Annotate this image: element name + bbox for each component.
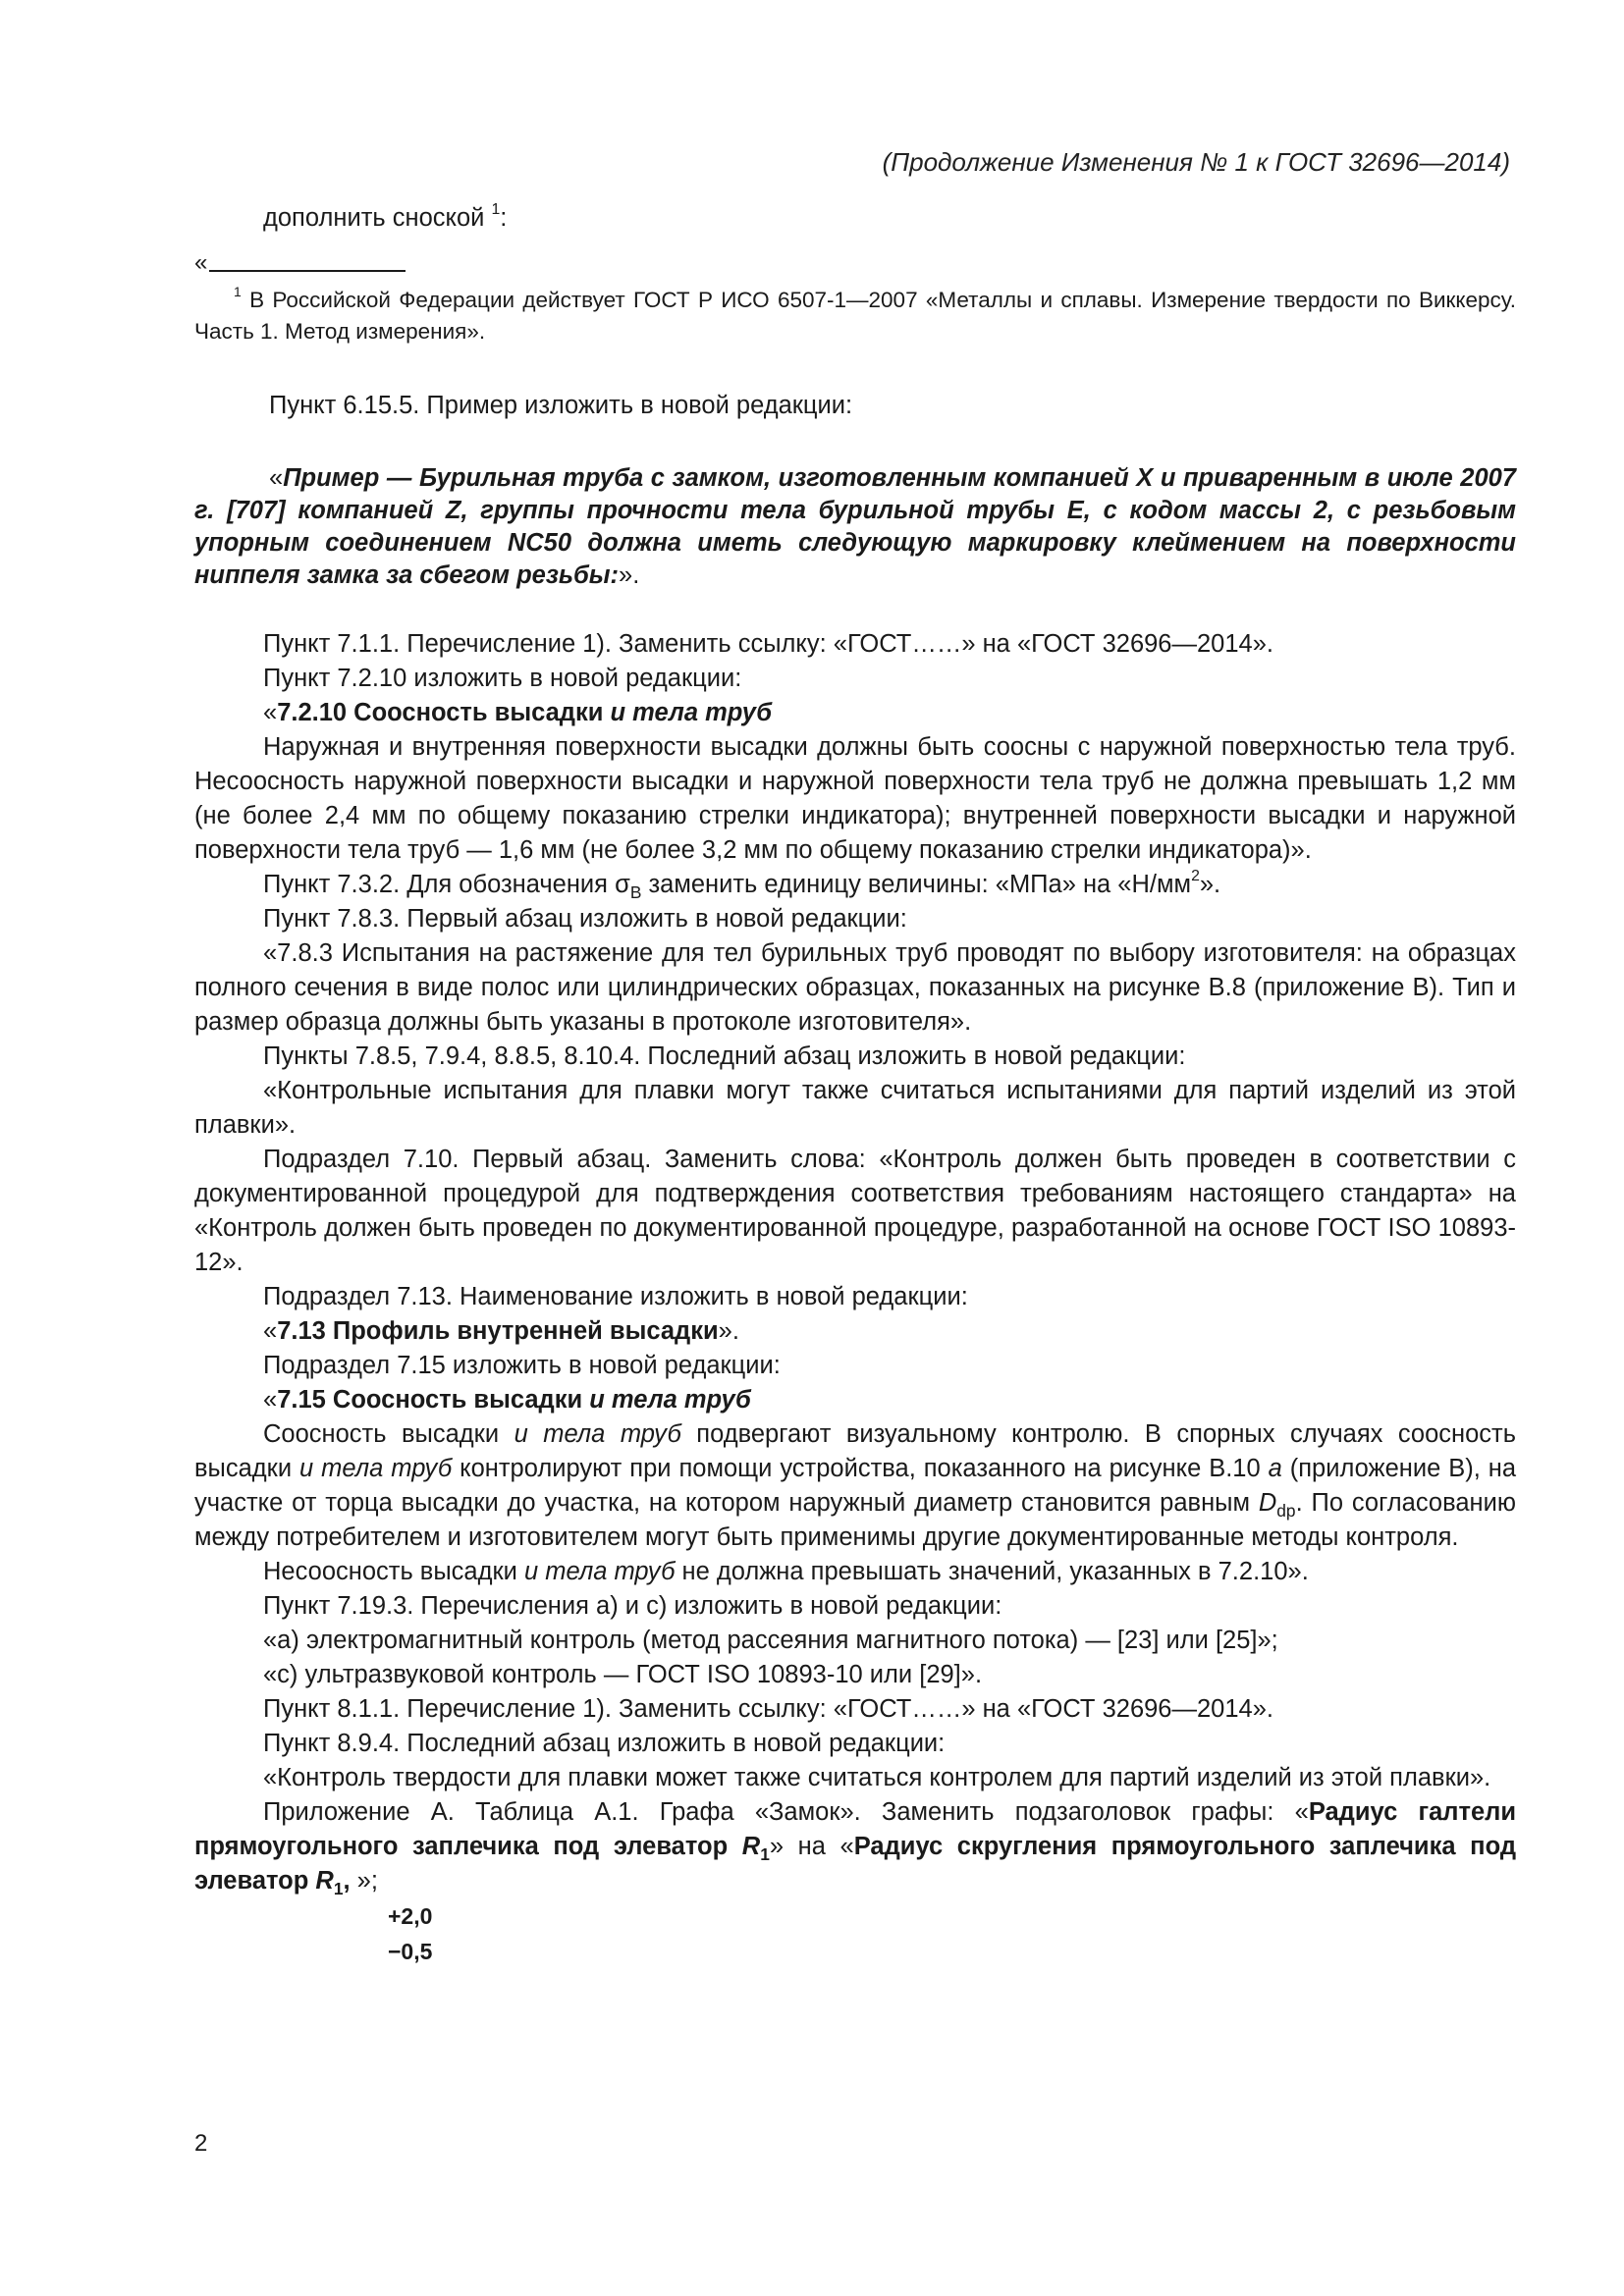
appendix-a-mid: » на « <box>769 1833 854 1860</box>
body-7-15-b-italic: и тела труб <box>299 1455 453 1482</box>
clause-8-9-4: Пункт 8.9.4. Последний абзац изложить в новой редакции: <box>263 1730 946 1757</box>
heading-7-15-italic: и тела труб <box>589 1386 751 1414</box>
list-item-c: «с) ультразвуковой контроль — ГОСТ ISO 10893-10 или [29]». <box>263 1661 983 1688</box>
tolerance-minus: −0,5 <box>388 1939 433 1964</box>
clause-7-3-2-a: Пункт 7.3.2. Для обозначения <box>263 871 616 898</box>
heading-7-15-bold: 7.15 Соосность высадки <box>277 1386 590 1414</box>
footnote-block <box>194 249 1516 347</box>
footnote-open-quote: « <box>194 249 208 276</box>
heading-7-13-bold: 7.13 Профиль внутренней высадки <box>277 1317 719 1345</box>
body-7-15-2-italic: и тела труб <box>523 1558 676 1585</box>
clause-7-3-2 <box>194 868 1516 902</box>
example-paragraph <box>194 462 1516 592</box>
appendix-comma: , <box>343 1867 357 1895</box>
footnote-separator <box>194 249 1516 275</box>
sigma-symbol: σ <box>615 871 630 898</box>
appendix-a-end: »; <box>356 1867 378 1895</box>
footnote-body: В Российской Федерации действует ГОСТ Р ИСО 6507-1—2007 «Металлы и сплавы. Измерение твердости по Виккерсу. Часть 1. Метод измерения». <box>194 288 1516 344</box>
footnote-text <box>194 285 1516 347</box>
clause-7-2-10: Пункт 7.2.10 изложить в новой редакции: <box>263 665 742 692</box>
intro-text: дополнить сноской <box>263 204 492 232</box>
body-8-9-4: «Контроль твердости для плавки может также считаться контролем для партий изделий из этой плавки». <box>263 1764 1491 1791</box>
heading-7-15-quote: « <box>263 1386 278 1414</box>
appendix-old-heading: Радиус галтели прямоугольного заплечика под элеватор <box>194 1798 1517 1860</box>
appendix-new-heading: Радиус скругления прямоугольного заплечика под элеватор <box>194 1833 1517 1895</box>
body-7-2-10: Наружная и внутренняя поверхности высадки должны быть соосны с наружной поверхностью тела труб. Несоосность наружной поверхности высадки и наружной поверхности тела труб не должна превышать 1,2 мм (не более 2,4 мм по общему показанию стрелки индикатора); внутренней поверхности высадки и наружной поверхности тела труб — 1,6 мм (не более 3,2 мм по общему показанию стрелки индикатора)». <box>194 733 1516 864</box>
heading-7-2-10 <box>194 696 1516 730</box>
body-7-15-e: . По согласованию между потребителем и изготовителем могут быть применимы другие документированные методы контроля. <box>194 1489 1516 1551</box>
body-7-8-5: «Контрольные испытания для плавки могут также считаться испытаниями для партий изделий из этой плавки». <box>194 1077 1516 1139</box>
heading-7-13 <box>194 1314 1516 1349</box>
radius-symbol-2: R <box>315 1867 334 1895</box>
body-7-8-3: «7.8.3 Испытания на растяжение для тел бурильных труб проводят по выбору изготовителя: на образцах полного сечения в виде полос или цилиндрических образцах, показанных на рисунке В.8 (приложение В). Тип и размер образца должны быть указаны в протоколе изготовителя». <box>194 939 1516 1036</box>
clause-7-13: Подраздел 7.13. Наименование изложить в новой редакции: <box>263 1283 968 1310</box>
clause-8-1-1: Пункт 8.1.1. Перечисление 1). Заменить ссылку: «ГОСТ……» на «ГОСТ 32696—2014». <box>263 1695 1273 1723</box>
footnote-rule <box>209 270 406 272</box>
intro-line <box>194 201 1516 236</box>
radius-subscript-2: 1 <box>333 1879 344 1899</box>
page-body <box>194 201 1516 1969</box>
intro-footnote-mark: 1 <box>491 201 501 219</box>
body-7-15-misalignment <box>194 1555 1516 1589</box>
example-close-quote: ». <box>619 561 640 589</box>
heading-7-13-open: « <box>263 1317 278 1345</box>
radius-subscript: 1 <box>760 1844 770 1865</box>
running-header: (Продолжение Изменения № 1 к ГОСТ 32696—2014) <box>882 147 1510 177</box>
clause-7-3-2-c: ». <box>1199 871 1221 898</box>
body-7-15-a-italic: и тела труб <box>514 1420 681 1448</box>
tolerance-plus: +2,0 <box>388 1903 433 1929</box>
example-text: Пример — Бурильная труба с замком, изготовленным компанией X и приваренным в июле 2007 г. [707] компанией Z, группы прочности тела бурильной трубы E, с кодом массы 2, с резьбовым упорным соединением NC50 должна иметь следующую маркировку клеймением на поверхности ниппеля замка за сбегом резьбы: <box>194 464 1516 589</box>
diameter-symbol: D <box>1258 1489 1277 1517</box>
intro-tail: : <box>500 204 508 232</box>
radius-symbol: R <box>741 1833 761 1860</box>
footnote-number: 1 <box>234 284 242 300</box>
sigma-subscript: В <box>629 882 642 903</box>
body-7-15-c: контролируют при помощи устройства, показанного на рисунке В.10 <box>452 1455 1269 1482</box>
body-7-15-b: подвергают визуальному контролю. В спорных случаях соосность высадки <box>194 1420 1517 1482</box>
body-7-15-c-italic: а <box>1268 1455 1282 1482</box>
body-7-15-d: (приложение В), на участке от торца высадки до участка, на котором наружный диаметр становится равным <box>194 1455 1517 1517</box>
page-number: 2 <box>194 2130 208 2157</box>
body-7-15 <box>194 1417 1516 1555</box>
unit-superscript: 2 <box>1191 868 1200 885</box>
clause-7-1-1: Пункт 7.1.1. Перечисление 1). Заменить ссылку: «ГОСТ……» на «ГОСТ 32696—2014». <box>263 630 1273 658</box>
clause-7-10: Подраздел 7.10. Первый абзац. Заменить слова: «Контроль должен быть проведен в соответствии с документированной процедурой для подтверждения соответствия требованиям настоящего стандарта» на «Контроль должен быть проведен по документированной процедуре, разработанной на основе ГОСТ ISO 10893-12». <box>194 1146 1516 1276</box>
heading-7-2-10-bold: 7.2.10 Соосность высадки <box>277 699 611 726</box>
body-7-15-2-b: не должна превышать значений, указанных в 7.2.10». <box>675 1558 1309 1585</box>
clause-7-3-2-b: заменить единицу величины: «МПа» на «Н/мм <box>641 871 1192 898</box>
body-7-15-2-a: Несоосность высадки <box>263 1558 524 1585</box>
list-item-a: «а) электромагнитный контроль (метод рассеяния магнитного потока) — [23] или [25]»; <box>263 1627 1278 1654</box>
appendix-a-text: Приложение А. Таблица А.1. Графа «Замок». Заменить подзаголовок графы: « <box>263 1798 1309 1826</box>
heading-7-2-10-quote: « <box>263 699 278 726</box>
appendix-a-clause <box>194 1795 1516 1898</box>
body-7-15-a: Соосность высадки <box>263 1420 514 1448</box>
heading-7-15 <box>194 1383 1516 1417</box>
clause-7-19-3: Пункт 7.19.3. Перечисления а) и с) изложить в новой редакции: <box>263 1592 1002 1620</box>
clause-7-8-3: Пункт 7.8.3. Первый абзац изложить в новой редакции: <box>263 905 907 933</box>
clause-7-15: Подраздел 7.15 изложить в новой редакции: <box>263 1352 781 1379</box>
diameter-subscript: dp <box>1276 1501 1296 1522</box>
clause-6-15-5: Пункт 6.15.5. Пример изложить в новой редакции: <box>269 392 853 419</box>
example-open-quote: « <box>269 464 284 492</box>
heading-7-2-10-italic: и тела труб <box>610 699 772 726</box>
heading-7-13-close: ». <box>718 1317 739 1345</box>
clause-7-8-5: Пункты 7.8.5, 7.9.4, 8.8.5, 8.10.4. Последний абзац изложить в новой редакции: <box>263 1042 1186 1070</box>
